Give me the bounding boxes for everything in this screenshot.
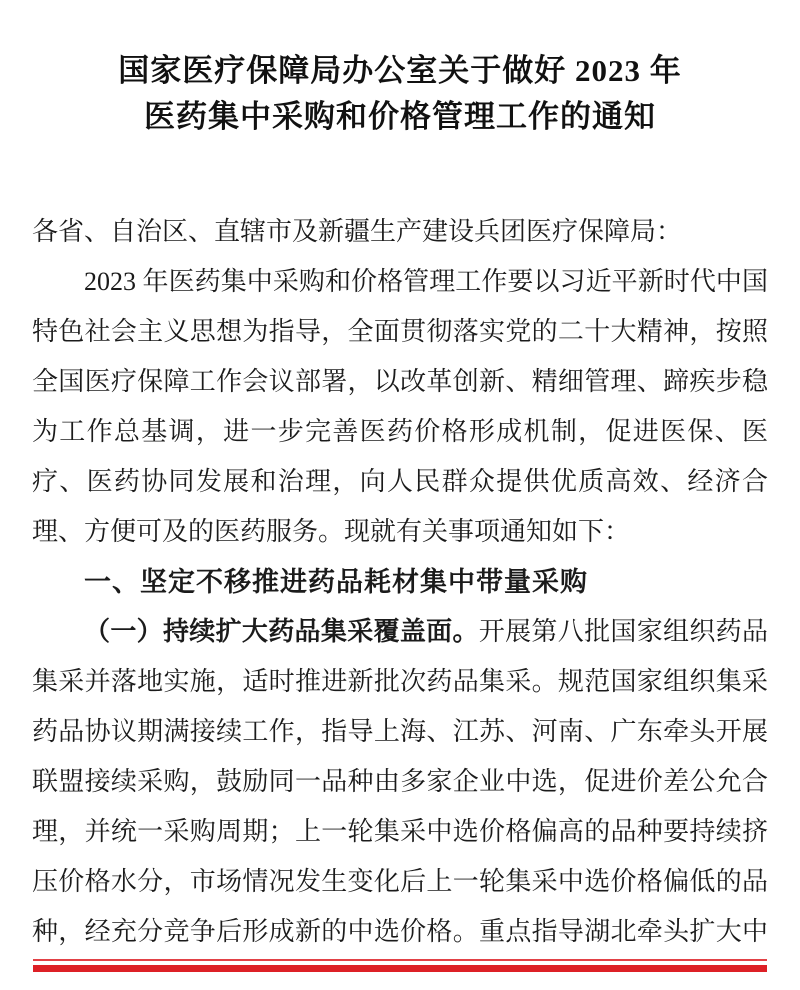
document-body — [0, 207, 800, 957]
salutation-line: 各省、自治区、直辖市及新疆生产建设兵团医疗保障局： — [32, 217, 683, 246]
paragraph-line: 联盟接续采购，鼓励同一品种由多家企业中选，促进价差公允合 — [32, 767, 768, 796]
red-divider-thick — [33, 965, 767, 972]
paragraph-line: 药品协议期满接续工作，指导上海、江苏、河南、广东牵头开展 — [32, 717, 768, 746]
paragraph-line: 2023 年医药集中采购和价格管理工作要以习近平新时代中国 — [84, 267, 768, 296]
paragraph-line: 全国医疗保障工作会议部署，以改革创新、精细管理、蹄疾步稳 — [32, 367, 768, 396]
clause-text: 开展第八批国家组织药品 — [478, 617, 768, 646]
paragraph-line: 压价格水分，市场情况发生变化后上一轮集采中选价格偏低的品 — [32, 867, 768, 896]
clause-lead: （一）持续扩大药品集采覆盖面。 — [84, 617, 479, 646]
paragraph-line: 疗、医药协同发展和治理，向人民群众提供优质高效、经济合 — [32, 467, 768, 496]
paragraph-line: 理、方便可及的医药服务。现就有关事项通知如下： — [32, 517, 631, 546]
page-title — [0, 0, 800, 140]
paragraph-line: 集采并落地实施，适时推进新批次药品集采。规范国家组织集采 — [32, 667, 768, 696]
paragraph-line: 理，并统一采购周期；上一轮集采中选价格偏高的品种要持续挤 — [32, 817, 768, 846]
section-heading: 一、坚定不移推进药品耗材集中带量采购 — [84, 567, 588, 597]
title-line-1: 国家医疗保障局办公室关于做好 2023 年 — [118, 53, 682, 88]
title-line-2: 医药集中采购和价格管理工作的通知 — [144, 99, 656, 134]
clause-line — [32, 607, 768, 657]
paragraph-line: 为工作总基调，进一步完善医药价格形成机制，促进医保、医 — [32, 417, 768, 446]
paragraph-line: 种，经充分竞争后形成新的中选价格。重点指导湖北牵头扩大中 — [32, 917, 768, 946]
paragraph-line: 特色社会主义思想为指导，全面贯彻落实党的二十大精神，按照 — [32, 317, 768, 346]
red-divider-thin — [33, 959, 767, 961]
